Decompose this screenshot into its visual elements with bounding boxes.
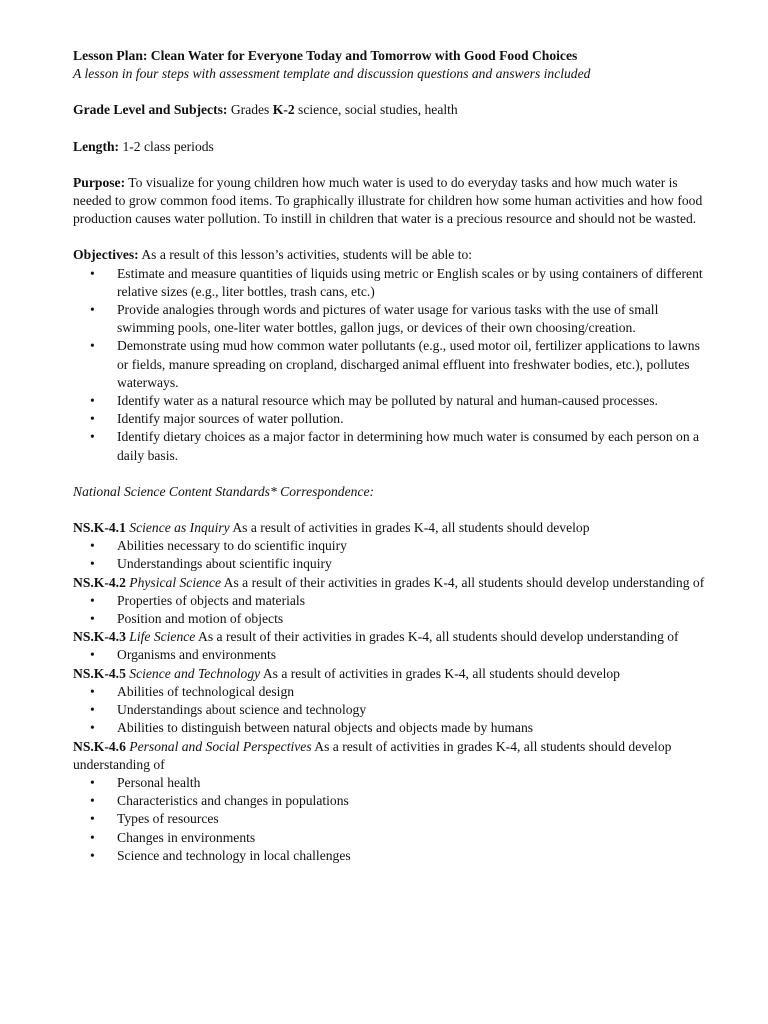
grade-label: Grade Level and Subjects: [73, 102, 228, 118]
standard-name: Personal and Social Perspectives [129, 738, 312, 754]
list-item: • Types of resources [73, 810, 712, 828]
list-item: • Identify major sources of water pollution. [73, 410, 712, 428]
list-item: • Provide analogies through words and pictures of water usage for various tasks with the use of small swimming pools, one-liter water bottles, gallon jugs, or devices of their own choosing/creation. [73, 301, 712, 337]
standard-list [73, 774, 712, 865]
standard-list [73, 683, 712, 738]
standard-name: Science as Inquiry [129, 520, 230, 536]
standard-code: NS.K-4.5 [73, 665, 126, 681]
list-item: • Properties of objects and materials [73, 592, 712, 610]
grade-level-line [73, 101, 712, 119]
list-item: • Organisms and environments [73, 646, 712, 664]
standard-name: Life Science [129, 629, 196, 645]
standard-text: As a result of activities in grades K-4, all students should develop [232, 520, 590, 536]
list-item: • Identify dietary choices as a major factor in determining how much water is consumed by each person on a daily basis. [73, 428, 712, 464]
grade-subjects: science, social studies, health [294, 102, 458, 118]
grade-pre: Grades [230, 102, 273, 118]
list-item: • Abilities of technological design [73, 683, 712, 701]
objectives-intro [73, 246, 712, 264]
standard-heading [73, 519, 712, 537]
list-item: • Changes in environments [73, 829, 712, 847]
standards-heading: National Science Content Standards* Correspondence: [73, 483, 375, 499]
objectives-list [73, 265, 712, 465]
list-item: • Abilities to distinguish between natural objects and objects made by humans [73, 719, 712, 737]
lesson-title: Lesson Plan: Clean Water for Everyone Today and Tomorrow with Good Food Choices [73, 48, 578, 63]
list-item: • Abilities necessary to do scientific inquiry [73, 537, 712, 555]
list-item: • Position and motion of objects [73, 610, 712, 628]
standard-code: NS.K-4.2 [73, 574, 126, 590]
standard-heading [73, 628, 712, 646]
standard-list [73, 646, 712, 664]
list-item: • Personal health [73, 774, 712, 792]
list-item: • Estimate and measure quantities of liquids using metric or English scales or by using containers of different relative sizes (e.g., liter bottles, trash cans, etc.) [73, 265, 712, 301]
standard-name: Physical Science [129, 574, 221, 590]
standard-name: Science and Technology [129, 665, 261, 681]
standard-heading [73, 738, 712, 774]
standard-code: NS.K-4.3 [73, 629, 126, 645]
standard-text: As a result of their activities in grades K-4, all students should develop understanding of [198, 629, 679, 645]
standard-heading [73, 574, 712, 592]
grade-range: K-2 [272, 102, 295, 118]
list-item: • Understandings about scientific inquiry [73, 555, 712, 573]
length-label: Length: [73, 138, 120, 154]
objectives-label: Objectives: [73, 247, 139, 263]
list-item: • Science and technology in local challenges [73, 847, 712, 865]
standard-list [73, 592, 712, 628]
standard-heading [73, 665, 712, 683]
length-line [73, 138, 712, 156]
purpose-label: Purpose: [73, 174, 126, 190]
standard-code: NS.K-4.6 [73, 738, 126, 754]
list-item: • Identify water as a natural resource which may be polluted by natural and human-caused processes. [73, 392, 712, 410]
standard-text: As a result of their activities in grades K-4, all students should develop understanding of [223, 574, 705, 590]
standard-text: As a result of activities in grades K-4, all students should develop [262, 665, 620, 681]
purpose-paragraph [73, 174, 712, 229]
list-item: • Characteristics and changes in populations [73, 792, 712, 810]
list-item: • Demonstrate using mud how common water pollutants (e.g., used motor oil, fertilizer applications to lawns or fields, manure spreading on cropland, discharged animal effluent into freshwater bodies, etc.), pollutes waterways. [73, 337, 712, 392]
list-item: • Understandings about science and technology [73, 701, 712, 719]
purpose-text: To visualize for young children how much water is used to do everyday tasks and how much water is needed to grow common food items. To graphically illustrate for children how some human activities and how food production causes water pollution. To instill in children that water is a precious resource and should not be wasted. [73, 174, 703, 227]
length-value: 1-2 class periods [122, 138, 214, 154]
standard-text: As a result of activities in grades K-4, all students should develop understanding of [73, 738, 672, 772]
standard-list [73, 537, 712, 573]
objectives-intro-text: As a result of this lesson’s activities, students will be able to: [141, 247, 473, 263]
standard-code: NS.K-4.1 [73, 520, 126, 536]
lesson-subtitle: A lesson in four steps with assessment template and discussion questions and answers included [73, 66, 591, 82]
